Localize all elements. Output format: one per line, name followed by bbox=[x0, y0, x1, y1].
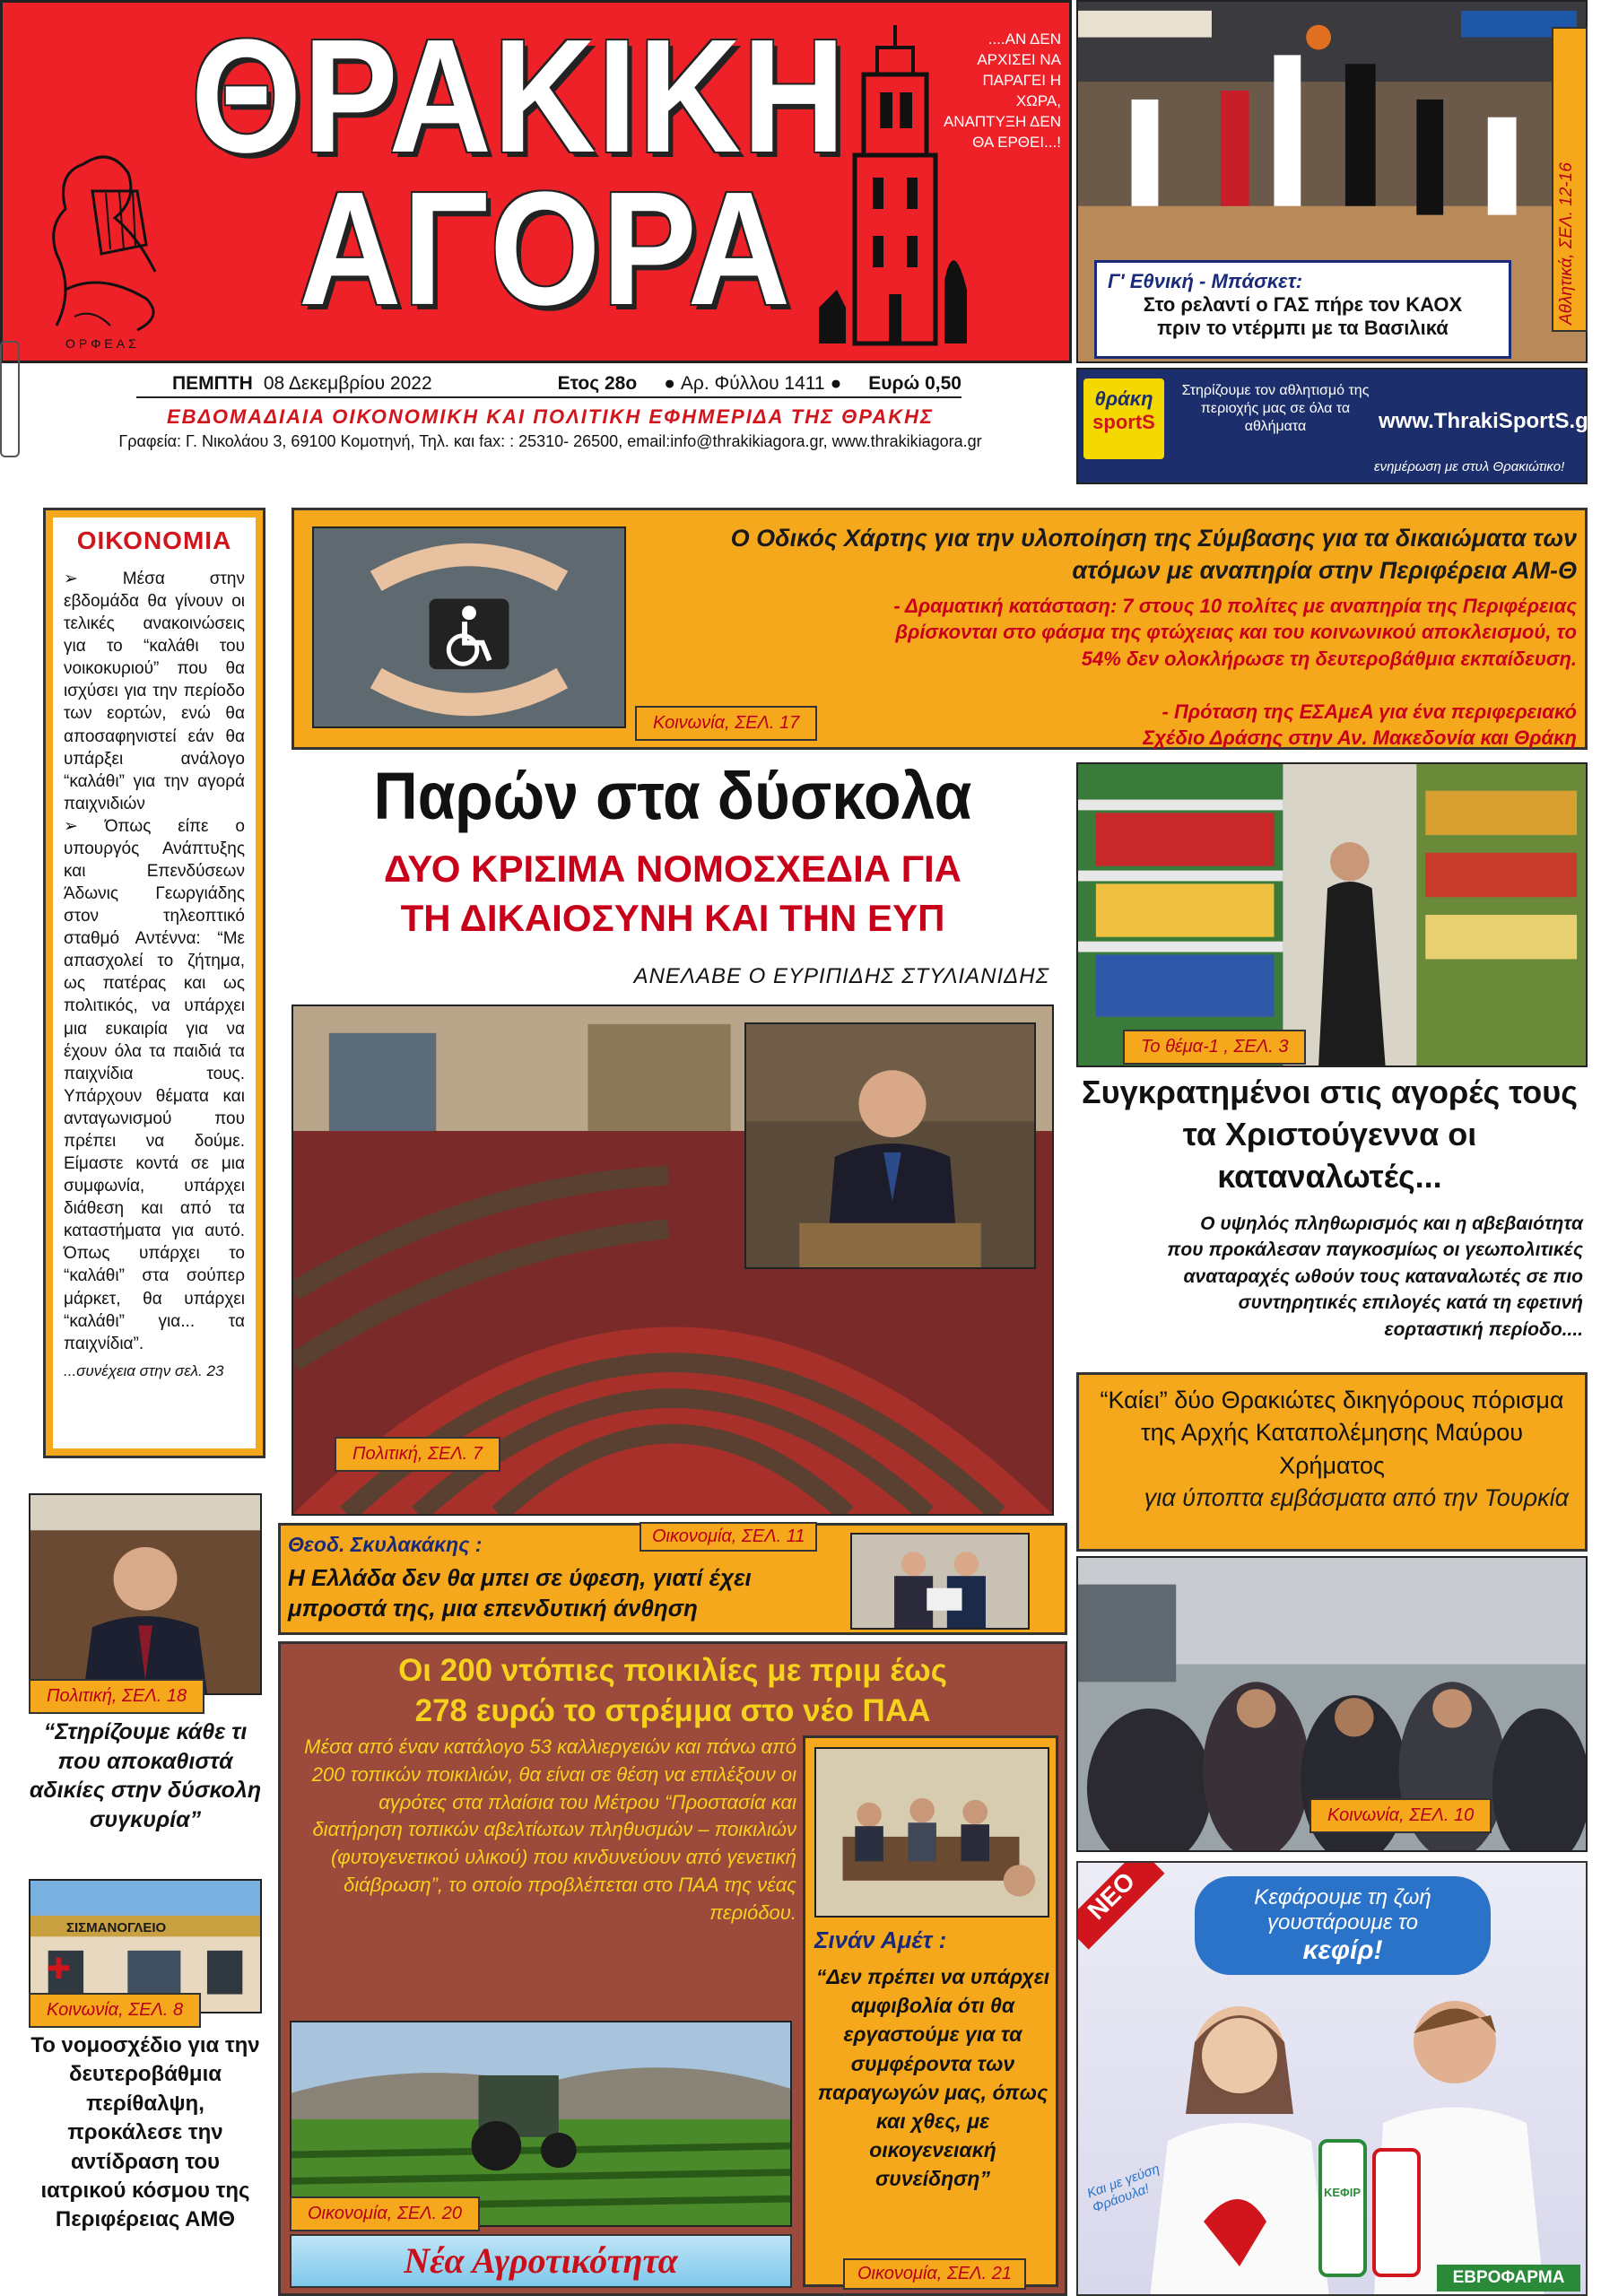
logo-caption: ΟΡΦΕΑΣ bbox=[65, 336, 140, 351]
bullet-icon: ● bbox=[664, 373, 675, 394]
skylakakis-quote: Η Ελλάδα δεν θα μπει σε ύφεση, γιατί έχει μπροστά της, μια επενδυτική άνθηση bbox=[288, 1564, 752, 1622]
paper-motto: ΕΒΔΟΜΑΔΙΑΙΑ ΟΙΚΟΝΟΜΙΚΗ ΚΑΙ ΠΟΛΙΤΙΚΗ ΕΦΗΜΕΡΙΔΑ ΤΗΣ ΘΡΑΚΗΣ bbox=[167, 405, 934, 428]
issue-number: Αρ. Φύλλου 1411 bbox=[680, 373, 825, 394]
politics18-quote: “Στηρίζουμε κάθε τι που αποκαθιστά αδικίες στην δύσκολη συγκυρία” bbox=[29, 1719, 262, 1832]
masthead-title-line2: ΑΓΟΡΑ bbox=[299, 159, 792, 339]
bullet-icon: ● bbox=[830, 373, 842, 394]
kefir-slogan-3: κεφίρ! bbox=[1302, 1935, 1383, 1965]
agro-banner[interactable] bbox=[290, 2234, 792, 2288]
sinan-tag[interactable]: Οικονομία, ΣΕΛ. 21 bbox=[843, 2258, 1026, 2290]
kefir-bottle-label: ΚΕΦΙΡ bbox=[1324, 2186, 1362, 2199]
hospital-sign: ΣΙΣΜΑΝΟΓΛΕΙΟ bbox=[66, 1920, 167, 1935]
disability-tag[interactable]: Κοινωνία, ΣΕΛ. 17 bbox=[635, 706, 817, 741]
sinan-story bbox=[803, 1735, 1058, 2287]
kefir-side-text: Και με γεύση Φράουλα! bbox=[1084, 2161, 1162, 2216]
dateline bbox=[172, 373, 1006, 395]
skylakakis-name: Θεοδ. Σκυλακάκης : bbox=[288, 1533, 483, 1556]
thrakisports-footer: ενημέρωση με στυλ Θρακιώτικο! bbox=[1374, 459, 1565, 474]
varieties-headline-1: Οι 200 ντόπιες ποικιλίες με πριμ έως bbox=[398, 1653, 947, 1688]
varieties-headline-2: 278 ευρώ το στρέμμα στο νέο ΠΑΑ bbox=[414, 1693, 931, 1728]
dateline-band bbox=[29, 366, 1072, 456]
consumers-tag[interactable]: Το θέμα-1 , ΣΕΛ. 3 bbox=[1123, 1030, 1306, 1065]
masthead-slogan: ....ΑΝ ΔΕΝ ΑΡΧΙΣΕΙ ΝΑ ΠΑΡΑΓΕΙ Η ΧΩΡΑ, ΑΝΑΠΤΥΞΗ ΔΕΝ ΘΑ ΕΡΘΕΙ...! bbox=[943, 30, 1061, 151]
lead-kicker: ΑΝΕΛΑΒΕ Ο ΕΥΡΙΠΙΔΗΣ ΣΤΥΛΙΑΝΙΔΗΣ bbox=[633, 964, 1049, 988]
thrakisports-ad-text: Στηρίζουμε τον αθλητισμό της περιοχής μας σε όλα τα αθλήματα bbox=[1181, 383, 1370, 434]
sports-caption-line2: πριν το ντέρμπι με τα Βασιλικά bbox=[1157, 317, 1449, 339]
logo-bottom-text: sportS bbox=[1092, 411, 1155, 433]
sinan-name: Σινάν Αμέτ : bbox=[814, 1926, 947, 1953]
lawyers-line-2: για ύποπτα εμβάσματα από την Τουρκία bbox=[1144, 1484, 1569, 1512]
issue-day: ΠΕΜΠΤΗ bbox=[172, 373, 253, 394]
varieties-tag[interactable]: Οικονομία, ΣΕΛ. 20 bbox=[290, 2196, 480, 2231]
thrakisports-url[interactable]: www.ThrakiSportS.gr bbox=[1379, 409, 1597, 433]
lead-subhead-2: ΤΗ ΔΙΚΑΙΟΣΥΝΗ ΚΑΙ ΤΗΝ ΕΥΠ bbox=[400, 897, 945, 939]
issue-year: Ετος 28ο bbox=[557, 373, 638, 394]
lawyers-line-1: “Καίει” δύο Θρακιώτες δικηγόρους πόρισμα της Αρχής Καταπολέμησης Μαύρου Χρήματος bbox=[1100, 1387, 1564, 1479]
kefir-slogan-bubble bbox=[1195, 1876, 1491, 1975]
skylakakis-photo bbox=[850, 1533, 1030, 1630]
economy-continued[interactable]: ...συνέχεια στην σελ. 23 bbox=[64, 1361, 224, 1379]
kefir-slogan-2: γουστάρουμε το bbox=[1267, 1910, 1418, 1935]
agro-banner-text: Νέα Αγροτικότητα bbox=[404, 2240, 678, 2281]
consumers-body: Ο υψηλός πληθωρισμός και η αβεβαιότητα που προκάλεσαν παγκοσμίως οι γεωπολιτικές αναταραχές ωθούν τους καταναλωτές σε πιο συντηρητικές επιλογές κατά τη εφετινή εορταστική περίοδο.... bbox=[1167, 1213, 1583, 1340]
economy-paragraph-2: ➢ Όπως είπε ο υπουργός Ανάπτυξης και Επενδύσεων Άδωνις Γεωργιάδης στον τηλεοπτικό σταθμό Αντέννα: “Με απασχολεί το ζήτημα, ως πατέρας και ως πολιτικός, να υπάρχει μια ευκαιρία για να έχουν όλα τα παιδιά τα παιχνίδια τους. Υπάρχουν θέματα και ανταγωνισμού που πρέπει να δούμε. Είμαστε κοντά σε μια συμφωνία, υπάρχει διάθεση και από τα καταστήματα για αυτό. Όπως υπάρχει το “καλάθι” στα σούπερ μάρκετ, θα υπάρχει “καλάθι” για... τα παιχνίδια”. bbox=[64, 816, 245, 1353]
masthead-title-line1: ΘΡΑΚΙΚΗ bbox=[191, 6, 848, 187]
evrofarma-logo: ΕΒΡΟΦΑΡΜΑ bbox=[1437, 2265, 1580, 2292]
lawyers-tag[interactable]: Κοινωνία, ΣΕΛ. 10 bbox=[1310, 1798, 1492, 1833]
disability-photo bbox=[312, 526, 626, 728]
skylakakis-story bbox=[278, 1523, 1067, 1635]
sports-sidebar bbox=[1552, 27, 1588, 332]
kefir-slogan-1: Κεφάρουμε τη ζωή bbox=[1254, 1885, 1431, 1909]
paper-address: Γραφεία: Γ. Νικολάου 3, 69100 Κομοτηνή, Τηλ. και fax: : 25310- 26500, email:info@thrakikiagora.gr, www.thrakikiagora.gr bbox=[118, 432, 982, 450]
supermarket-photo bbox=[1076, 762, 1588, 1067]
lead-headline: Παρών στα δύσκολα bbox=[373, 759, 972, 833]
economy-column bbox=[43, 508, 265, 1458]
sinan-quote: “Δεν πρέπει να υπάρχει αμφιβολία ότι θα εργαστούμε για τα συμφέροντα των παραγωγών μας, όπως και χθες, με οικογενειακή συνείδηση” bbox=[815, 1965, 1050, 2191]
economy-paragraph-1: ➢ Μέσα στην εβδομάδα θα γίνουν οι τελικές ανακοινώσεις για το “καλάθι του νοικοκυριού” που θα ισχύσει για την περίοδο των εορτών, ενώ θα αποσαφηνιστεί εάν θα υπάρξει ανάλογο “καλάθι” για την αγορά παιχνιδιών bbox=[64, 570, 245, 813]
thrakisports-ad[interactable] bbox=[1076, 368, 1597, 484]
issue-price: Ευρώ 0,50 bbox=[868, 373, 961, 394]
politics18-tag[interactable]: Πολιτική, ΣΕΛ. 18 bbox=[29, 1679, 204, 1714]
sports-caption-title: Γ' Εθνική - Μπάσκετ: bbox=[1108, 270, 1303, 292]
orpheus-logo-icon bbox=[30, 137, 182, 335]
sports-section-label: Αθλητικά, ΣΕΛ. 12-16 bbox=[1557, 162, 1576, 325]
disability-headline: Ο Οδικός Χάρτης για την υλοποίηση της Σύμβασης για τα δικαιώματα των ατόμων με αναπηρία στην Περιφέρεια ΑΜ-Θ bbox=[730, 525, 1577, 584]
sports-caption-line1: Στο ρελαντί ο ΓΑΣ πήρε τον ΚΑΟΧ bbox=[1143, 293, 1463, 316]
lead-tag[interactable]: Πολιτική, ΣΕΛ. 7 bbox=[335, 1437, 500, 1472]
kefir-ad[interactable] bbox=[1076, 1861, 1588, 2296]
lawyers-story bbox=[1076, 1372, 1588, 1552]
hospital-text: Το νομοσχέδιο για την δευτεροβάθμια περίθαλψη, προκάλεσε την αντίδραση του ιατρικού κόσμου της Περιφέρειας ΑΜΘ bbox=[30, 2033, 260, 2232]
skylakakis-tag[interactable]: Οικονομία, ΣΕΛ. 11 bbox=[640, 1522, 817, 1552]
disability-bullet-2: - Πρόταση της ΕΣΑμεΑ για ένα περιφερειακό Σχέδιο Δράσης στην Αν. Μακεδονία και Θράκη bbox=[1143, 700, 1577, 750]
disability-story bbox=[291, 508, 1588, 750]
consumers-headline: Συγκρατημένοι στις αγορές τους τα Χριστούγεννα οι καταναλωτές... bbox=[1082, 1074, 1578, 1195]
sports-caption bbox=[1094, 260, 1511, 359]
stylianidis-photo bbox=[744, 1022, 1036, 1269]
sinan-photo bbox=[814, 1747, 1049, 1918]
varieties-body: Μέσα από έναν κατάλογο 53 καλλιεργειών και πάνω από 200 τοπικών ποικιλιών, θα είναι σε θέση να επιλέξουν οι αγρότες στα πλαίσια του Μέτρου “Προστασία και διατήρηση τοπικών αβελτίωτων πληθυσμών – ποικιλιών (φυτογενετικού υλικού) που κινδυνεύουν από γενετική διάβρωση”, το οποίο προβλέπεται στο ΠΑΑ της νέας περιόδου. bbox=[304, 1735, 796, 1924]
logo-top-text: θράκη bbox=[1094, 387, 1153, 410]
economy-heading: ΟΙΚΟΝΟΜΙΑ bbox=[76, 526, 232, 554]
thrakisports-logo bbox=[1083, 378, 1164, 459]
kefir-models-icon bbox=[1114, 1988, 1571, 2296]
masthead bbox=[0, 0, 1072, 363]
new-badge: ΝΕΟ bbox=[1076, 1861, 1165, 1950]
issue-date: 08 Δεκεμβρίου 2022 bbox=[263, 373, 432, 394]
hospital-tag[interactable]: Κοινωνία, ΣΕΛ. 8 bbox=[29, 1993, 201, 2028]
lead-subhead-1: ΔΥΟ ΚΡΙΣΙΜΑ ΝΟΜΟΣΧΕΔΙΑ ΓΙΑ bbox=[384, 848, 961, 890]
disability-bullet-1: - Δραματική κατάσταση: 7 στους 10 πολίτες με αναπηρία της Περιφέρειας βρίσκονται στο φάσμα της φτώχειας και του κοινωνικού αποκλεισμού, το 54% δεν ολοκλήρωσε τη δευτεροβάθμια εκπαίδευση. bbox=[893, 595, 1577, 670]
minister-photo bbox=[29, 1493, 262, 1695]
side-stamp-icon bbox=[0, 341, 20, 457]
